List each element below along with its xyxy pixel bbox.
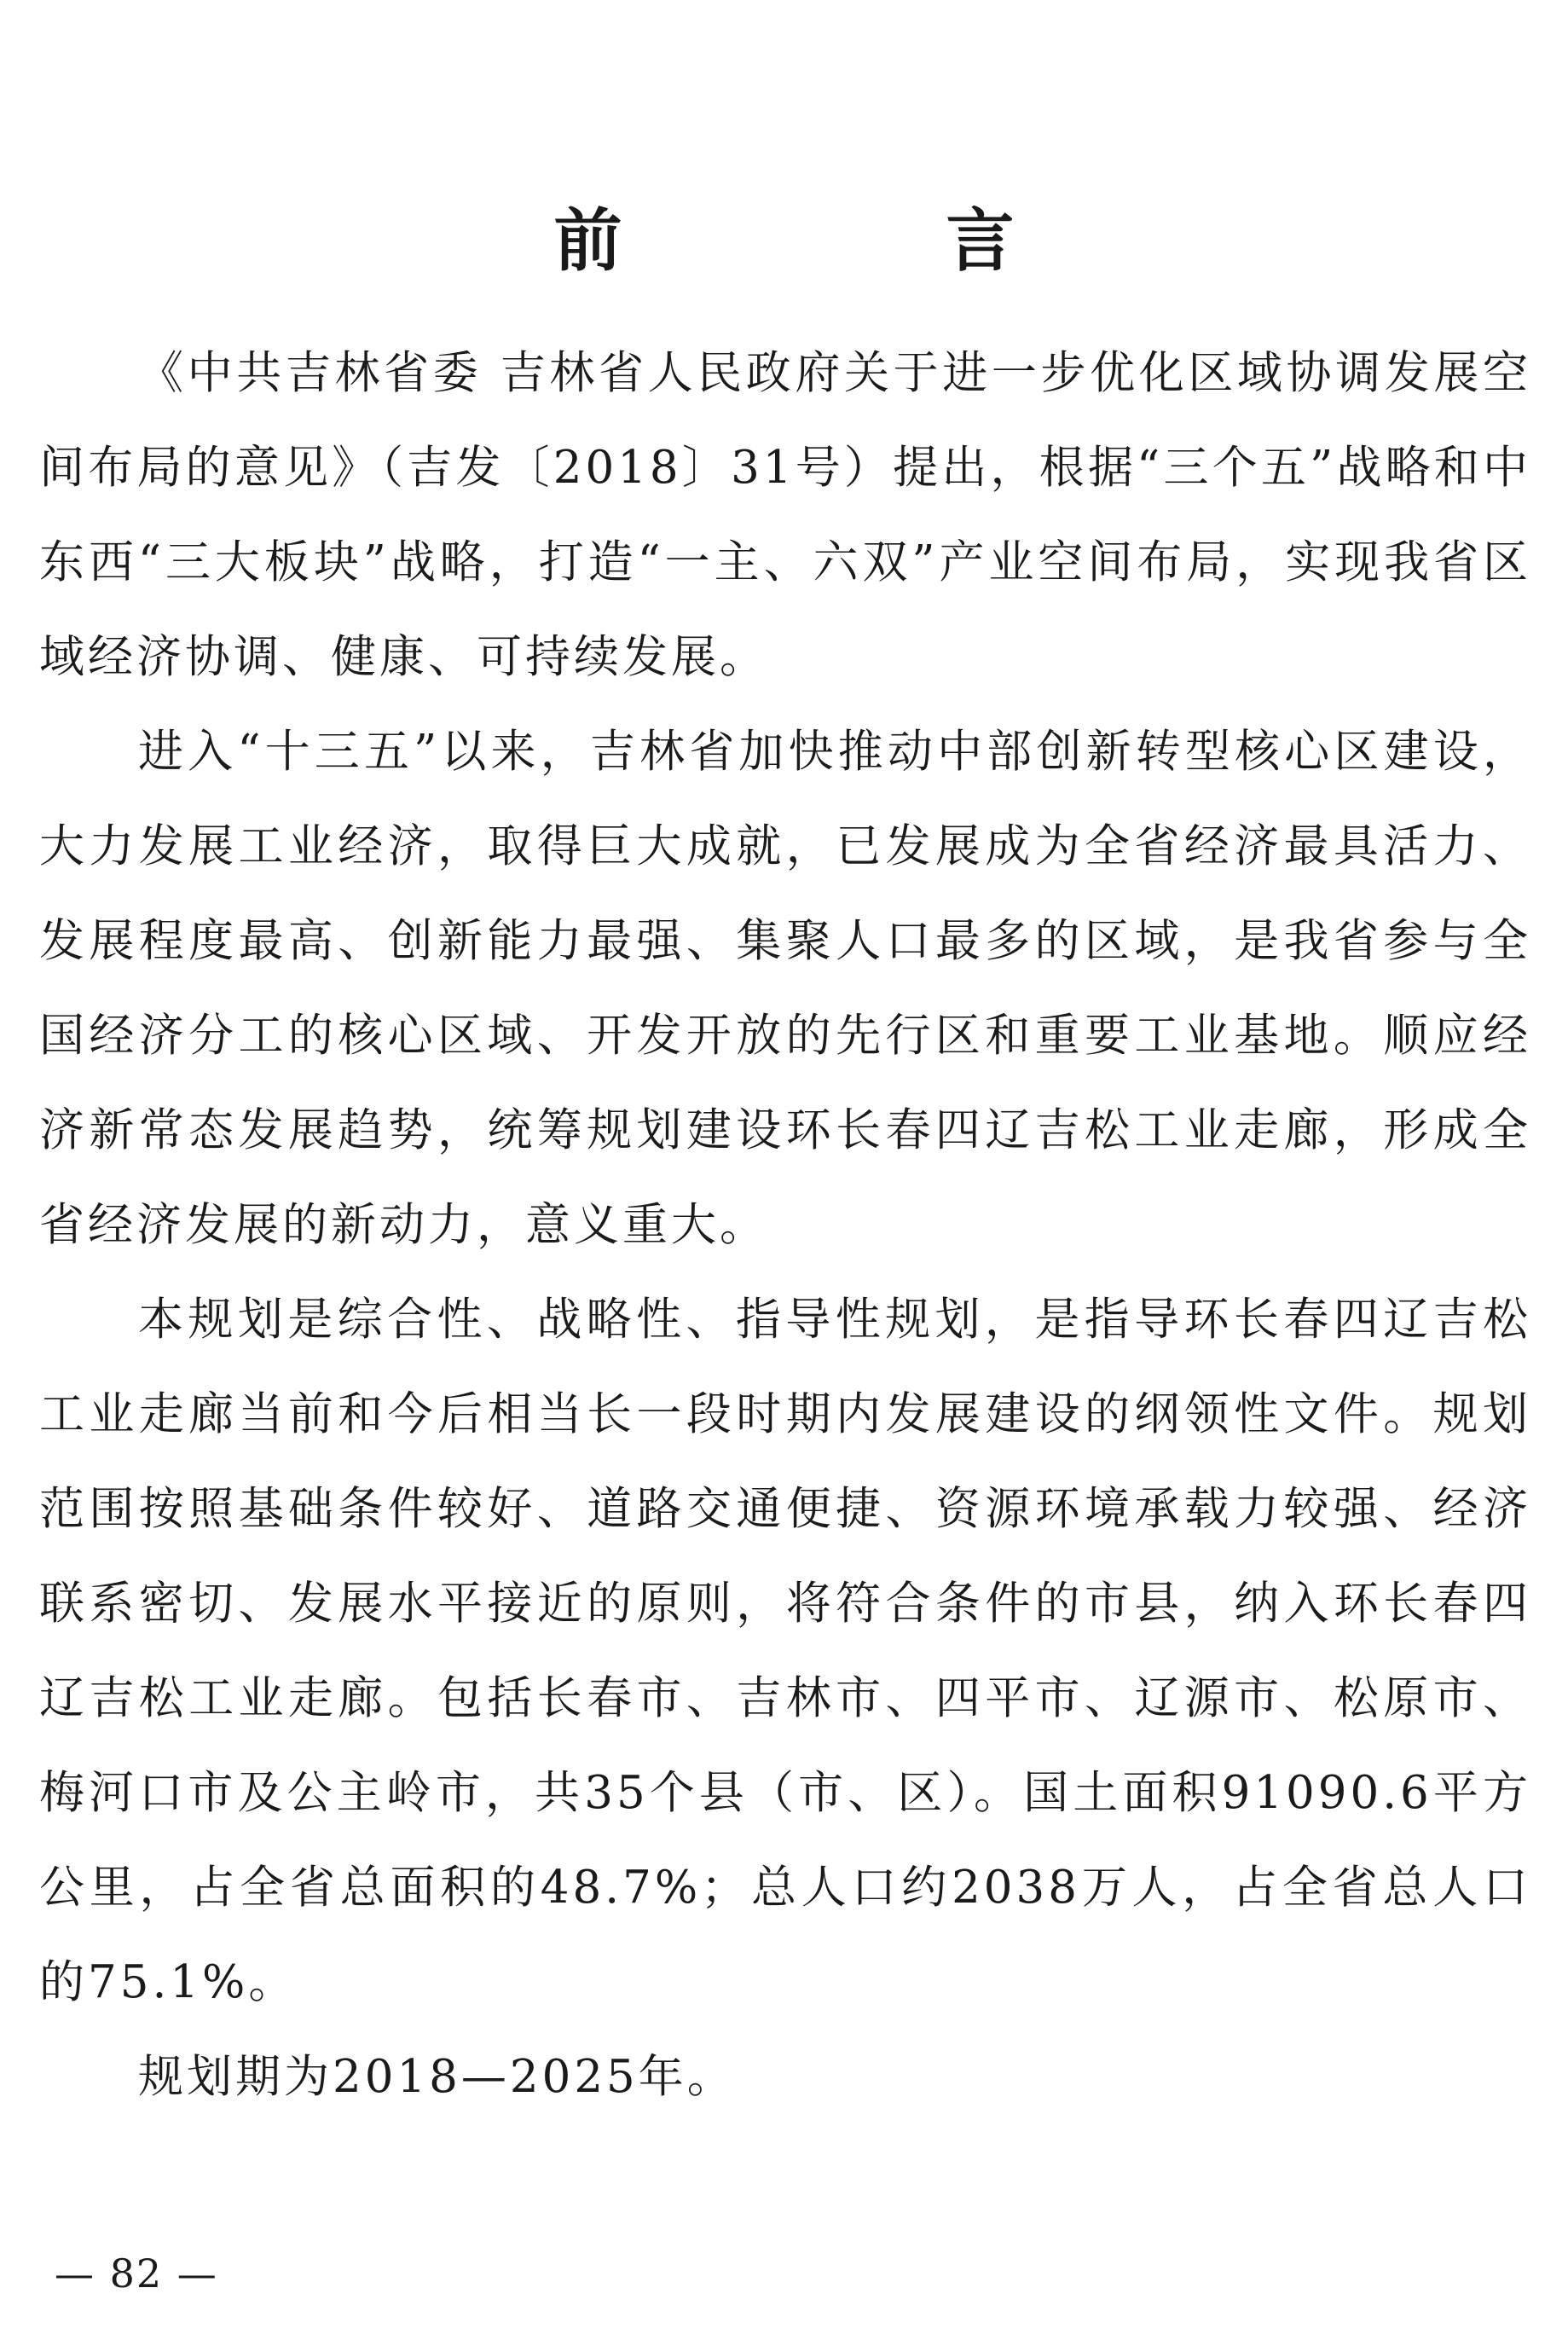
paragraph-2: 进入“十三五”以来，吉林省加快推动中部创新转型核心区建设，大力发展工业经济，取得巨大成就，已发展成为全省经济最具活力、发展程度最高、创新能力最强、集聚人口最多的区域，是我省参与全国经济分工的核心区域、开发开放的先行区和重要工业基地。顺应经济新常态发展趋势，统筹规划建设环长春四辽吉松工业走廊，形成全省经济发展的新动力，意义重大。 [39,726,1531,1251]
page-number: — 82 — [55,2250,218,2297]
paragraph-3: 本规划是综合性、战略性、指导性规划，是指导环长春四辽吉松工业走廊当前和今后相当长一段时期内发展建设的纲领性文件。规划范围按照基础条件较好、道路交通便捷、资源环境承载力较强、经济联系密切、发展水平接近的原则，将符合条件的市县，纳入环长春四辽吉松工业走廊。包括长春市、吉林市、四平市、辽源市、松原市、梅河口市及公主岭市，共35个县（市、区）。国土面积91090.6平方公里，占全省总面积的48.7%；总人口约2038万人，占全省总人口的75.1%。 [39,1294,1531,2008]
paragraph-4: 规划期为2018—2025年。 [138,2051,736,2103]
paragraph-1: 《中共吉林省委 吉林省人民政府关于进一步优化区域协调发展空间布局的意见》（吉发〔2018〕31号）提出，根据“三个五”战略和中东西“三大板块”战略，打造“一主、六双”产业空间布局，实现我省区域经济协调、健康、可持续发展。 [39,347,1531,683]
page-title: 前 言 [553,200,1143,281]
body-text [39,326,1531,2124]
